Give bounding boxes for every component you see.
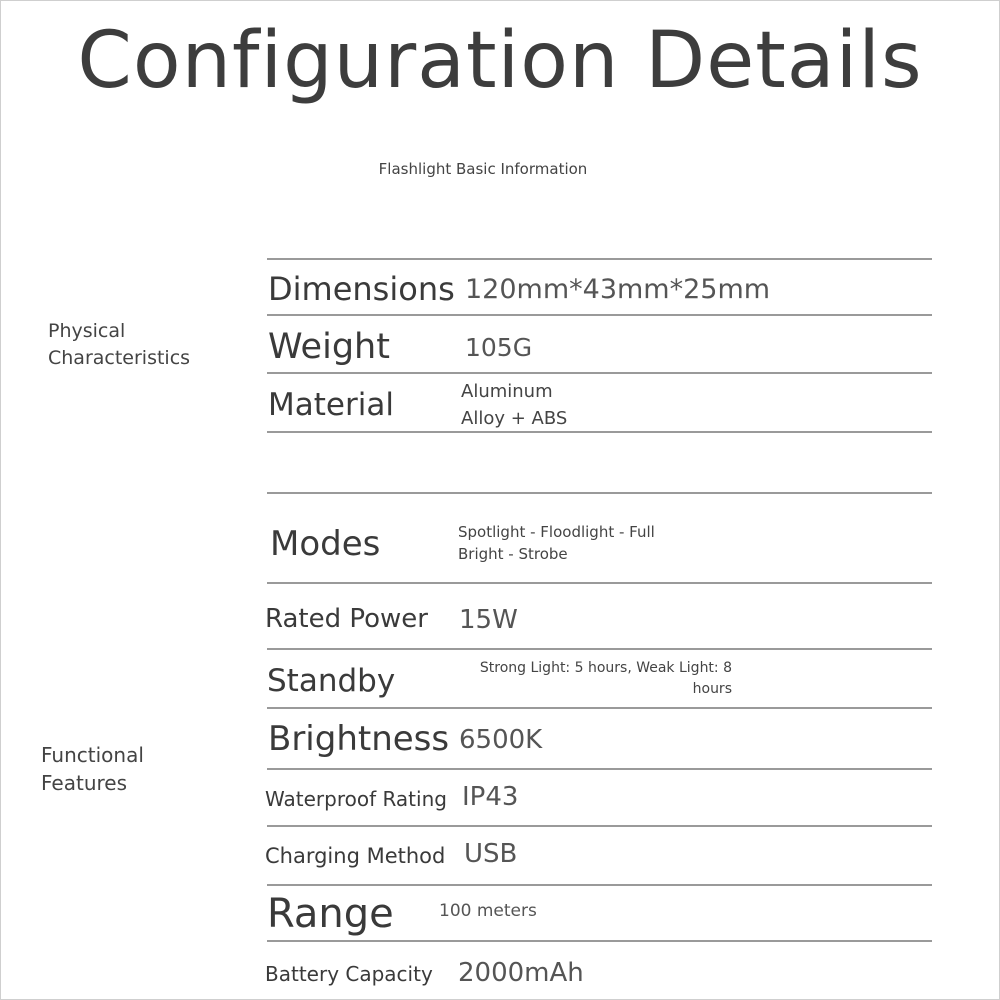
row-value-battery-capacity: 2000mAh bbox=[458, 958, 584, 988]
page-title: Configuration Details bbox=[77, 16, 923, 106]
table-divider bbox=[267, 940, 932, 942]
group-label-physical: Physical Characteristics bbox=[48, 320, 191, 369]
row-value-charging-method: USB bbox=[464, 839, 518, 869]
row-label-waterproof-rating: Waterproof Rating bbox=[265, 787, 447, 811]
row-label-material: Material bbox=[268, 387, 394, 423]
table-divider bbox=[267, 648, 932, 650]
row-value-range: 100 meters bbox=[439, 901, 537, 921]
row-value-brightness: 6500K bbox=[459, 725, 543, 755]
row-label-battery-capacity: Battery Capacity bbox=[265, 962, 433, 986]
table-divider bbox=[267, 314, 932, 316]
table-divider bbox=[267, 372, 932, 374]
table-divider bbox=[267, 431, 932, 433]
row-value-modes: Spotlight - Floodlight - Full Bright - Strobe bbox=[458, 523, 655, 563]
row-label-standby: Standby bbox=[267, 663, 396, 699]
section-subtitle: Flashlight Basic Information bbox=[378, 160, 588, 178]
table-divider bbox=[267, 492, 932, 494]
table-divider bbox=[267, 707, 932, 709]
row-label-charging-method: Charging Method bbox=[265, 844, 446, 868]
row-value-waterproof-rating: IP43 bbox=[462, 782, 519, 812]
row-value-rated-power: 15W bbox=[459, 605, 518, 635]
table-divider bbox=[267, 768, 932, 770]
row-value-material: Aluminum Alloy + ABS bbox=[461, 381, 568, 429]
row-value-weight: 105G bbox=[465, 333, 533, 362]
table-divider bbox=[267, 825, 932, 827]
row-label-brightness: Brightness bbox=[268, 719, 450, 759]
table-divider bbox=[267, 582, 932, 584]
row-label-dimensions: Dimensions bbox=[268, 270, 455, 308]
table-divider bbox=[267, 884, 932, 886]
row-label-modes: Modes bbox=[270, 524, 381, 564]
row-label-weight: Weight bbox=[268, 327, 390, 367]
row-label-rated-power: Rated Power bbox=[265, 604, 428, 634]
row-value-standby: Strong Light: 5 hours, Weak Light: 8 hours bbox=[479, 660, 732, 697]
group-label-functional: Functional Features bbox=[41, 743, 144, 795]
row-value-dimensions: 120mm*43mm*25mm bbox=[465, 274, 771, 305]
row-label-range: Range bbox=[267, 891, 394, 937]
table-divider bbox=[267, 258, 932, 260]
